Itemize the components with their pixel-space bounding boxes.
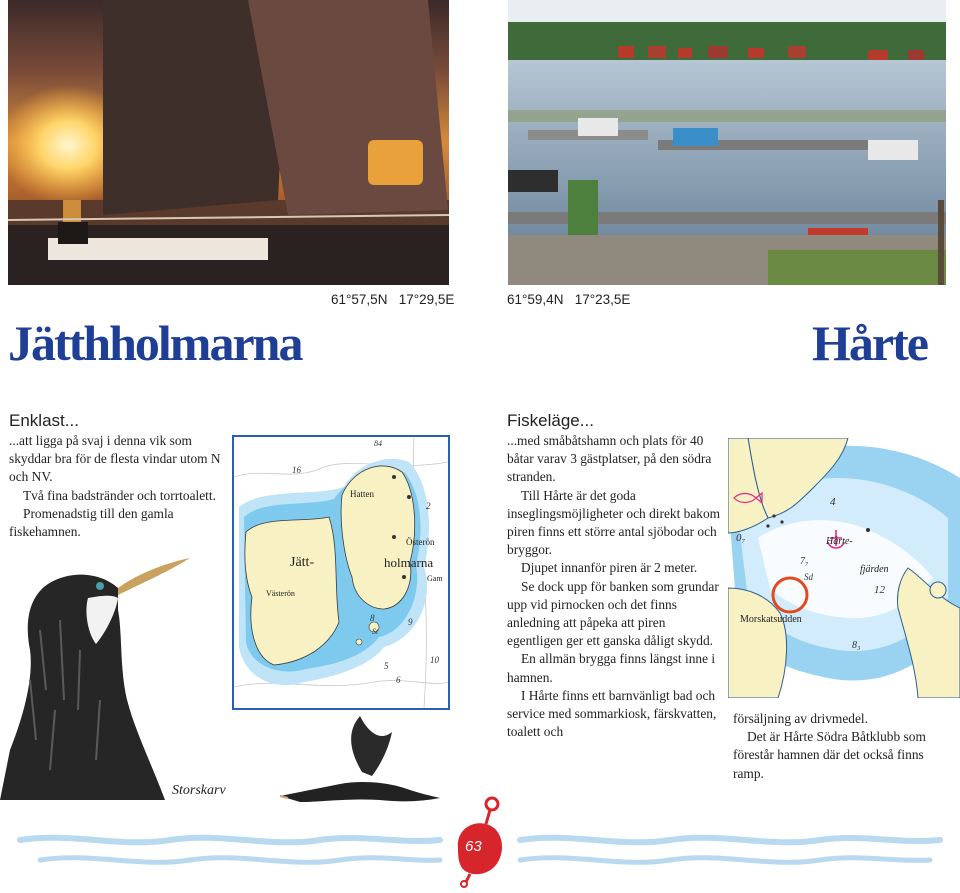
left-paragraph: ...att ligga på svaj i denna vik som skyddar bra för de flesta vindar utom N och NV.: [9, 433, 221, 485]
depth-label: 8₃: [852, 640, 861, 651]
depth-label: 7₇: [800, 556, 809, 567]
right-paragraph: Till Hårte är det goda inseglingsmöjligheter och direkt bakom piren finns ett större antal sjöbodar och bryggor.: [507, 487, 721, 558]
right-paragraph: ...med småbåtshamn och plats för 40 båtar varav 3 gästplatser, på den södra stranden.: [507, 433, 712, 485]
bird-caption: Storskarv: [172, 783, 226, 798]
depth-label: 8: [370, 613, 375, 623]
right-body-text: [507, 432, 722, 741]
page-number-buoy: [448, 796, 508, 888]
sunset-sailboat-photo: [8, 0, 449, 285]
depth-label: 6: [396, 675, 401, 685]
left-section-heading: Enklast...: [9, 411, 79, 430]
map-label-osteron: Österön: [406, 537, 435, 547]
depth-label: 0₇: [736, 532, 746, 544]
right-section-heading: Fiskeläge...: [507, 411, 594, 430]
page-title-jatthholmarna: Jätthholmarna: [8, 315, 302, 371]
depth-label: 5: [384, 661, 389, 671]
map-label-vasteron: Västerön: [266, 589, 295, 598]
map-label-fjarden: fjärden: [860, 564, 889, 575]
nautical-chart-jatthholmarna: [232, 435, 450, 710]
right-paragraph: Det är Hårte Södra Båtklubb som förestår hamnen där det också finns ramp.: [733, 729, 926, 781]
depth-label: Sd: [804, 572, 813, 582]
left-paragraph: Promenadstig till den gamla fiskehamnen.: [9, 505, 174, 540]
left-coordinates: 61°57,5N 17°29,5E: [331, 292, 455, 307]
map-label-morskatsudden: Morskatsudden: [740, 614, 802, 625]
right-paragraph: Djupet innanför piren är 2 meter.: [521, 560, 698, 576]
page-title-harte: Hårte: [812, 315, 927, 371]
depth-label: 12: [874, 584, 885, 596]
right-paragraph: I Hårte finns ett barnvänligt bad och service med sommarkiosk, färskvatten, toalett och: [507, 687, 717, 740]
nautical-chart-harte: [728, 438, 960, 698]
right-coordinates: 61°59,4N 17°23,5E: [507, 292, 631, 307]
left-body-text: [9, 432, 221, 541]
depth-label: St: [372, 627, 379, 636]
cormorant-head-illustration: [0, 550, 200, 800]
right-paragraph: försäljning av drivmedel.: [733, 711, 868, 726]
right-paragraph: Se dock upp för banken som grundar upp vid pirnocken och det finns anledning att påpeka att piren egentligen ger ett ganska dåligt skydd.: [507, 578, 719, 649]
depth-label: 2: [426, 501, 431, 511]
map-label-hatten: Hatten: [350, 489, 374, 499]
right-paragraph: En allmän brygga finns längst inne i hamnen.: [507, 651, 716, 685]
right-body-text-column-2: [733, 710, 933, 783]
depth-label: 16: [292, 465, 301, 475]
depth-label: 9: [408, 617, 413, 627]
map-label-harte: Hårte-: [826, 536, 853, 547]
depth-label: 10: [430, 655, 439, 665]
depth-label: 84: [374, 439, 382, 448]
flying-cormorant-illustration: [280, 712, 440, 804]
left-paragraph: Två fina badstränder och torrtoalett.: [23, 487, 216, 503]
harte-harbour-photo: [508, 0, 946, 285]
depth-label: 4: [830, 496, 836, 508]
page-number: 63: [465, 838, 482, 855]
map-label-jatt: Jätt-: [290, 555, 315, 570]
map-label-gam: Gam: [427, 574, 443, 583]
map-label-holmarna: holmarna: [384, 555, 434, 570]
